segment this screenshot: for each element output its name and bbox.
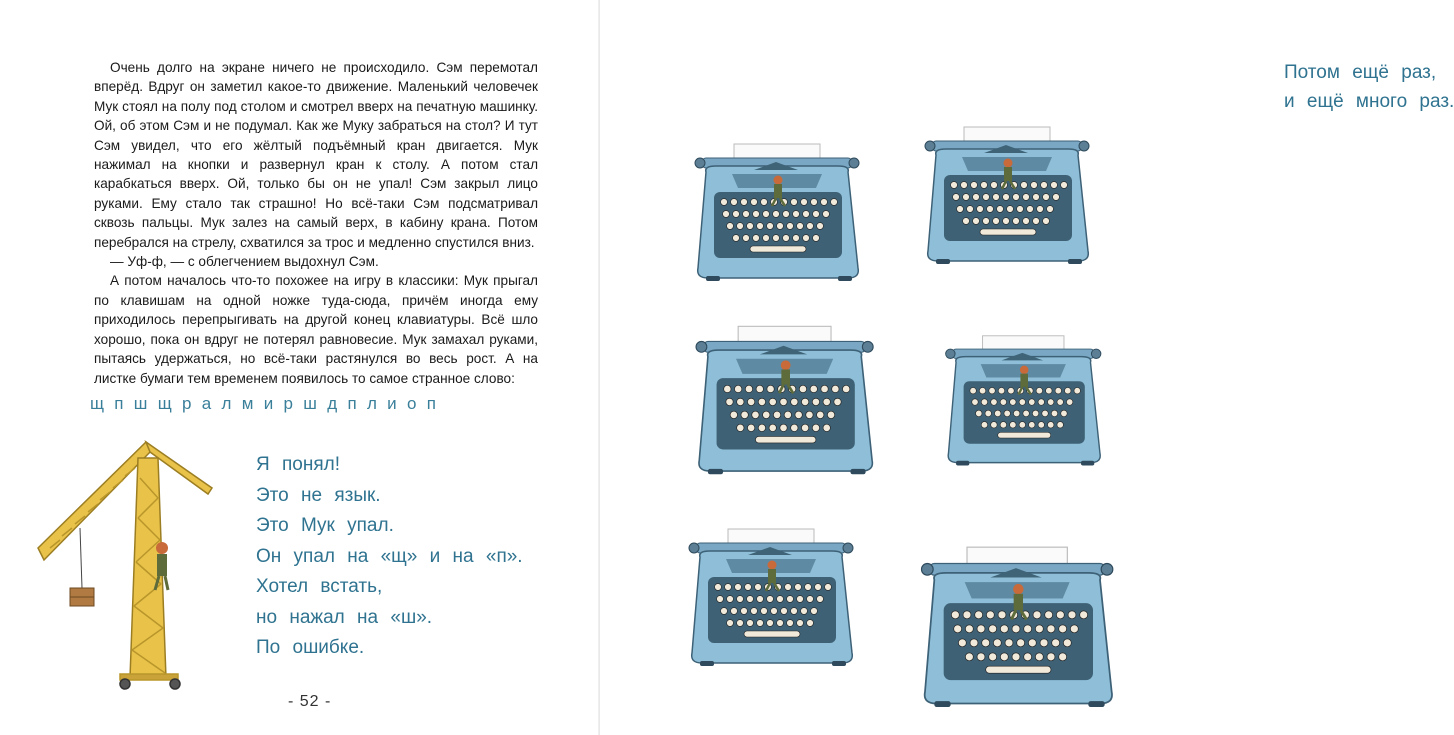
poem-line-7: По ошибке. [256, 637, 365, 658]
typewriter-illustration-5 [686, 520, 866, 680]
poem-line-3: Это Мук упал. [256, 515, 394, 536]
typewriter-illustration-6 [918, 540, 1128, 720]
crane-illustration [30, 428, 230, 693]
poem [256, 450, 523, 664]
heading-line-1: Потом ещё раз, [1284, 62, 1437, 83]
heading-line-2: и ещё много раз. [1284, 91, 1454, 112]
typewriter-illustration-3 [692, 322, 888, 484]
left-page [0, 0, 600, 735]
poem-line-2: Это не язык. [256, 484, 381, 506]
poem-line-4: Он упал на «щ» и на «п». [256, 545, 523, 567]
typed-word: щпшщралмиршдплиоп [90, 394, 447, 413]
paragraph-2: — Уф-ф, — с облегчением выдохнул Сэм. [110, 254, 379, 270]
paragraph-3: А потом началось что-то похожее на игру в классики: Мук прыгал по клавишам на одной ножке туда-сюда, причём иногда ему приходилось перепрыгивать на другой конец клавиатуры. Всё шло хорошо, пока он вдруг не потерял равновесие. Мук замахал руками, пытаясь удержаться, но всё-таки растянулся во весь рост. А на листке бумаги тем временем появилось то самое странное слово: [94, 273, 538, 386]
poem-line-1: Я понял! [256, 454, 341, 475]
story-text [94, 58, 538, 388]
typewriter-illustration-4 [940, 332, 1116, 474]
typewriter-illustration-2 [922, 118, 1102, 278]
right-heading [1284, 58, 1454, 116]
typewriter-illustration-1 [692, 140, 872, 290]
poem-line-6: но нажал на «ш». [256, 606, 433, 628]
page-number: - 52 - [288, 693, 332, 710]
poem-line-5: Хотел встать, [256, 576, 383, 597]
paragraph-1: Очень долго на экране ничего не происходило. Сэм перемотал вперёд. Вдруг он заметил какое-то движение. Маленький человечек Мук стоял на полу под столом и смотрел вверх на печатную машинку. Ой, об этом Сэм и не подумал. Как же Муку забраться на стол? И тут Сэм увидел, что его жёлтый подъёмный кран двигается. Мук нажимал на кнопки и развернул кран к столу. А потом стал карабкаться вверх. Ой, только бы он не упал! Сэм закрыл лицо руками. Ему стало так страшно! Но всё-таки Сэм подсматривал сквозь пальцы. Мук залез на самый верх, в кабину крана. Потом перебрался на стрелу, схватился за трос и медленно спустился вниз. [94, 60, 538, 250]
